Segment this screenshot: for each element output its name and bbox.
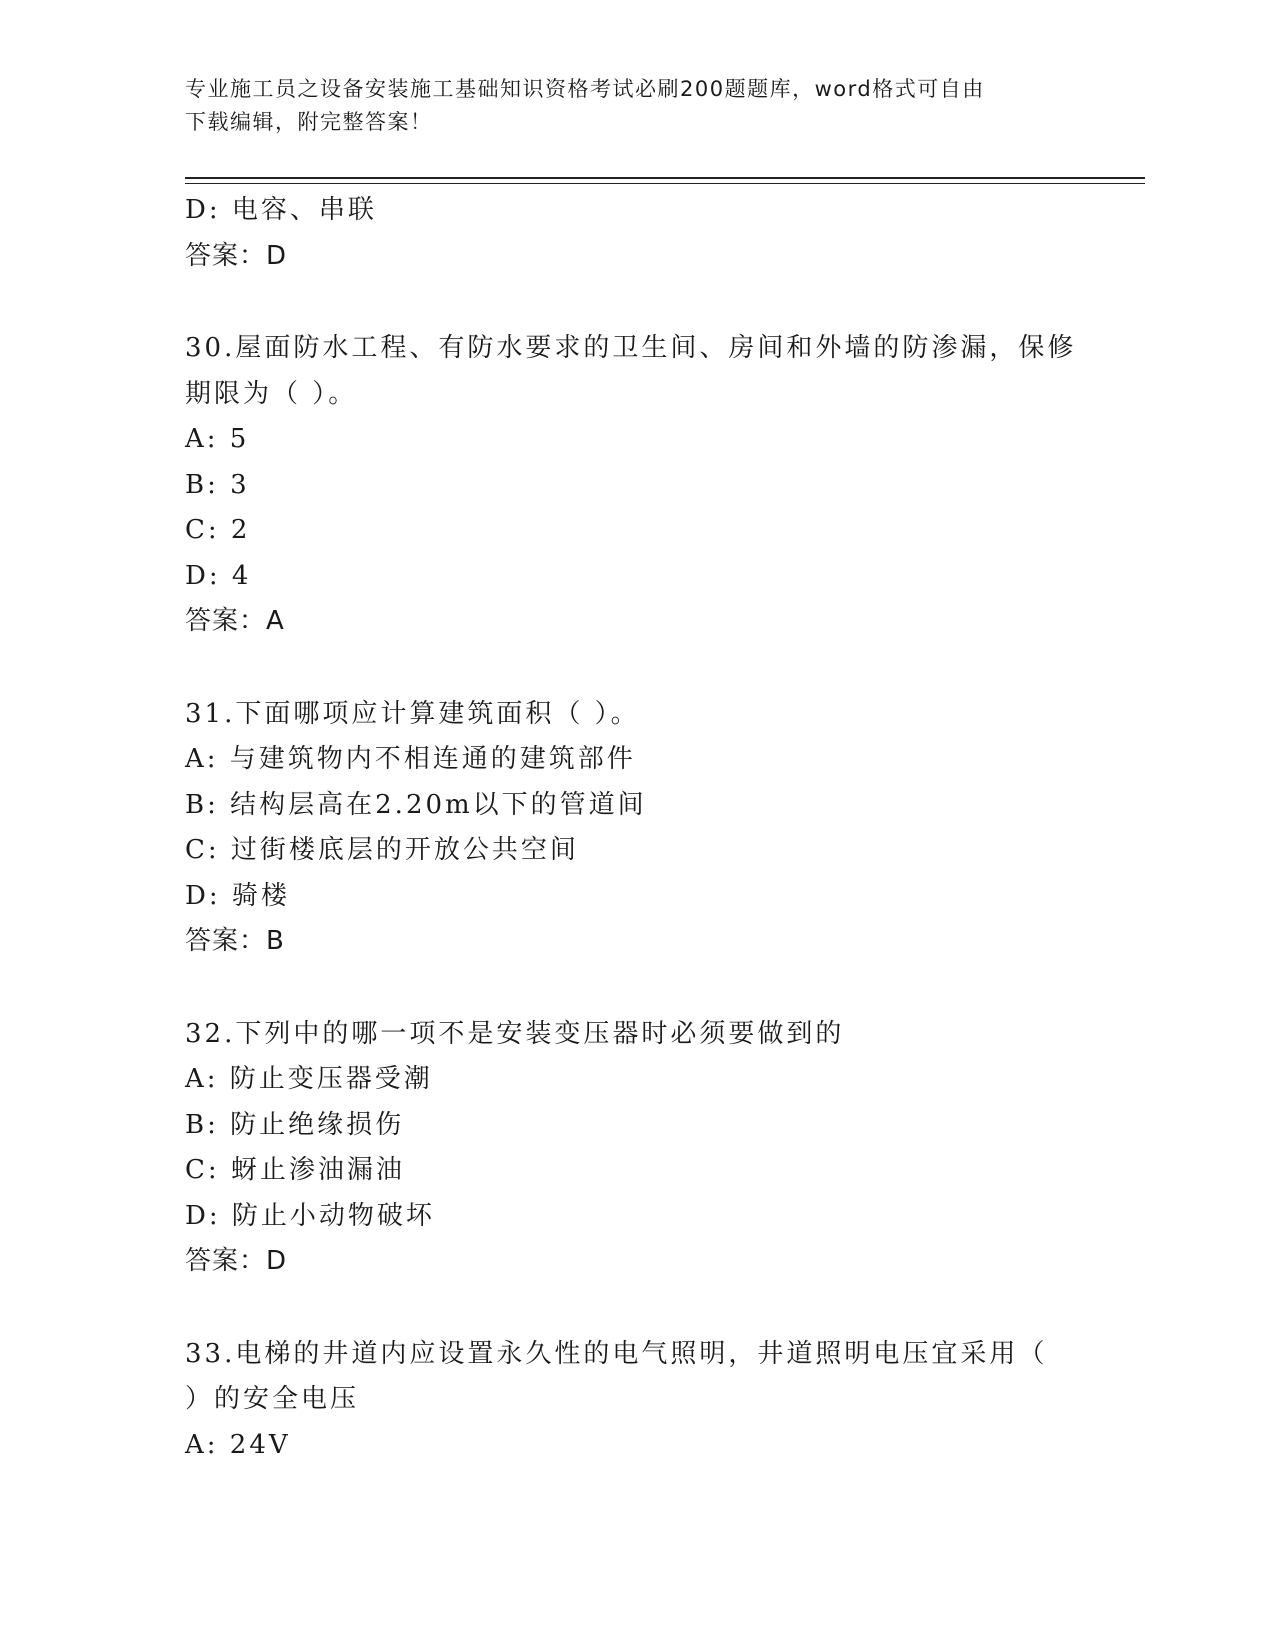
q29-answer: 答案：D: [185, 240, 288, 271]
q31-stem-line-1: 31.下面哪项应计算建筑面积（ ）。: [185, 698, 640, 729]
q30-option-a: A: 5: [185, 424, 250, 454]
spacer: [185, 1285, 1085, 1332]
q32-option-d: D: 防止小动物破坏: [185, 1200, 435, 1231]
q30-option-b: B: 3: [185, 469, 250, 500]
spacer: [185, 645, 1085, 692]
header-divider-thick: [185, 177, 1145, 179]
spacer: [185, 279, 1085, 326]
q32-option-b: B: 防止绝缘损伤: [185, 1109, 405, 1140]
q30-stem: [185, 326, 1085, 417]
q33-stem: [185, 1332, 1085, 1423]
header-divider-thin: [185, 183, 1145, 184]
q31-option-a: A: 与建筑物内不相连通的建筑部件: [185, 744, 636, 774]
document-header: [185, 73, 1065, 139]
q30-stem-line-1: 30.屋面防水工程、有防水要求的卫生间、房间和外墙的防渗漏，保修: [185, 333, 1077, 363]
q31-option-b: B: 结构层高在2.20m以下的管道间: [185, 789, 647, 820]
question-list: [185, 188, 1085, 1468]
q32-stem-line-1: 32.下列中的哪一项不是安装变压器时必须要做到的: [185, 1018, 845, 1049]
q31-stem: [185, 692, 1085, 738]
q32-stem: [185, 1012, 1085, 1058]
q31-option-d: D: 骑楼: [185, 880, 290, 911]
q30-option-d: D: 4: [185, 560, 252, 591]
q32-answer: 答案：D: [185, 1246, 288, 1276]
header-line-2: 下载编辑，附完整答案！: [185, 110, 433, 134]
q29-option-d: D: 电容、串联: [185, 195, 377, 225]
q30-answer: 答案：A: [185, 606, 285, 636]
q30-stem-line-2: 期限为（ ）。: [185, 378, 358, 409]
spacer: [185, 965, 1085, 1012]
q33-stem-line-1: 33.电梯的井道内应设置永久性的电气照明，井道照明电压宜采用（: [185, 1338, 1048, 1369]
q31-answer: 答案：B: [185, 926, 285, 956]
q33-stem-line-2: ）的安全电压: [185, 1384, 360, 1414]
q32-option-c: C: 蚜止渗油漏油: [185, 1155, 405, 1185]
q31-option-c: C: 过街楼底层的开放公共空间: [185, 835, 579, 865]
q32-option-a: A: 防止变压器受潮: [185, 1064, 433, 1094]
header-line-1: 专业施工员之设备安装施工基础知识资格考试必刷200题题库，word格式可自由: [185, 77, 985, 101]
q33-option-a: A: 24V: [185, 1429, 291, 1460]
q30-option-c: C: 2: [185, 515, 251, 545]
